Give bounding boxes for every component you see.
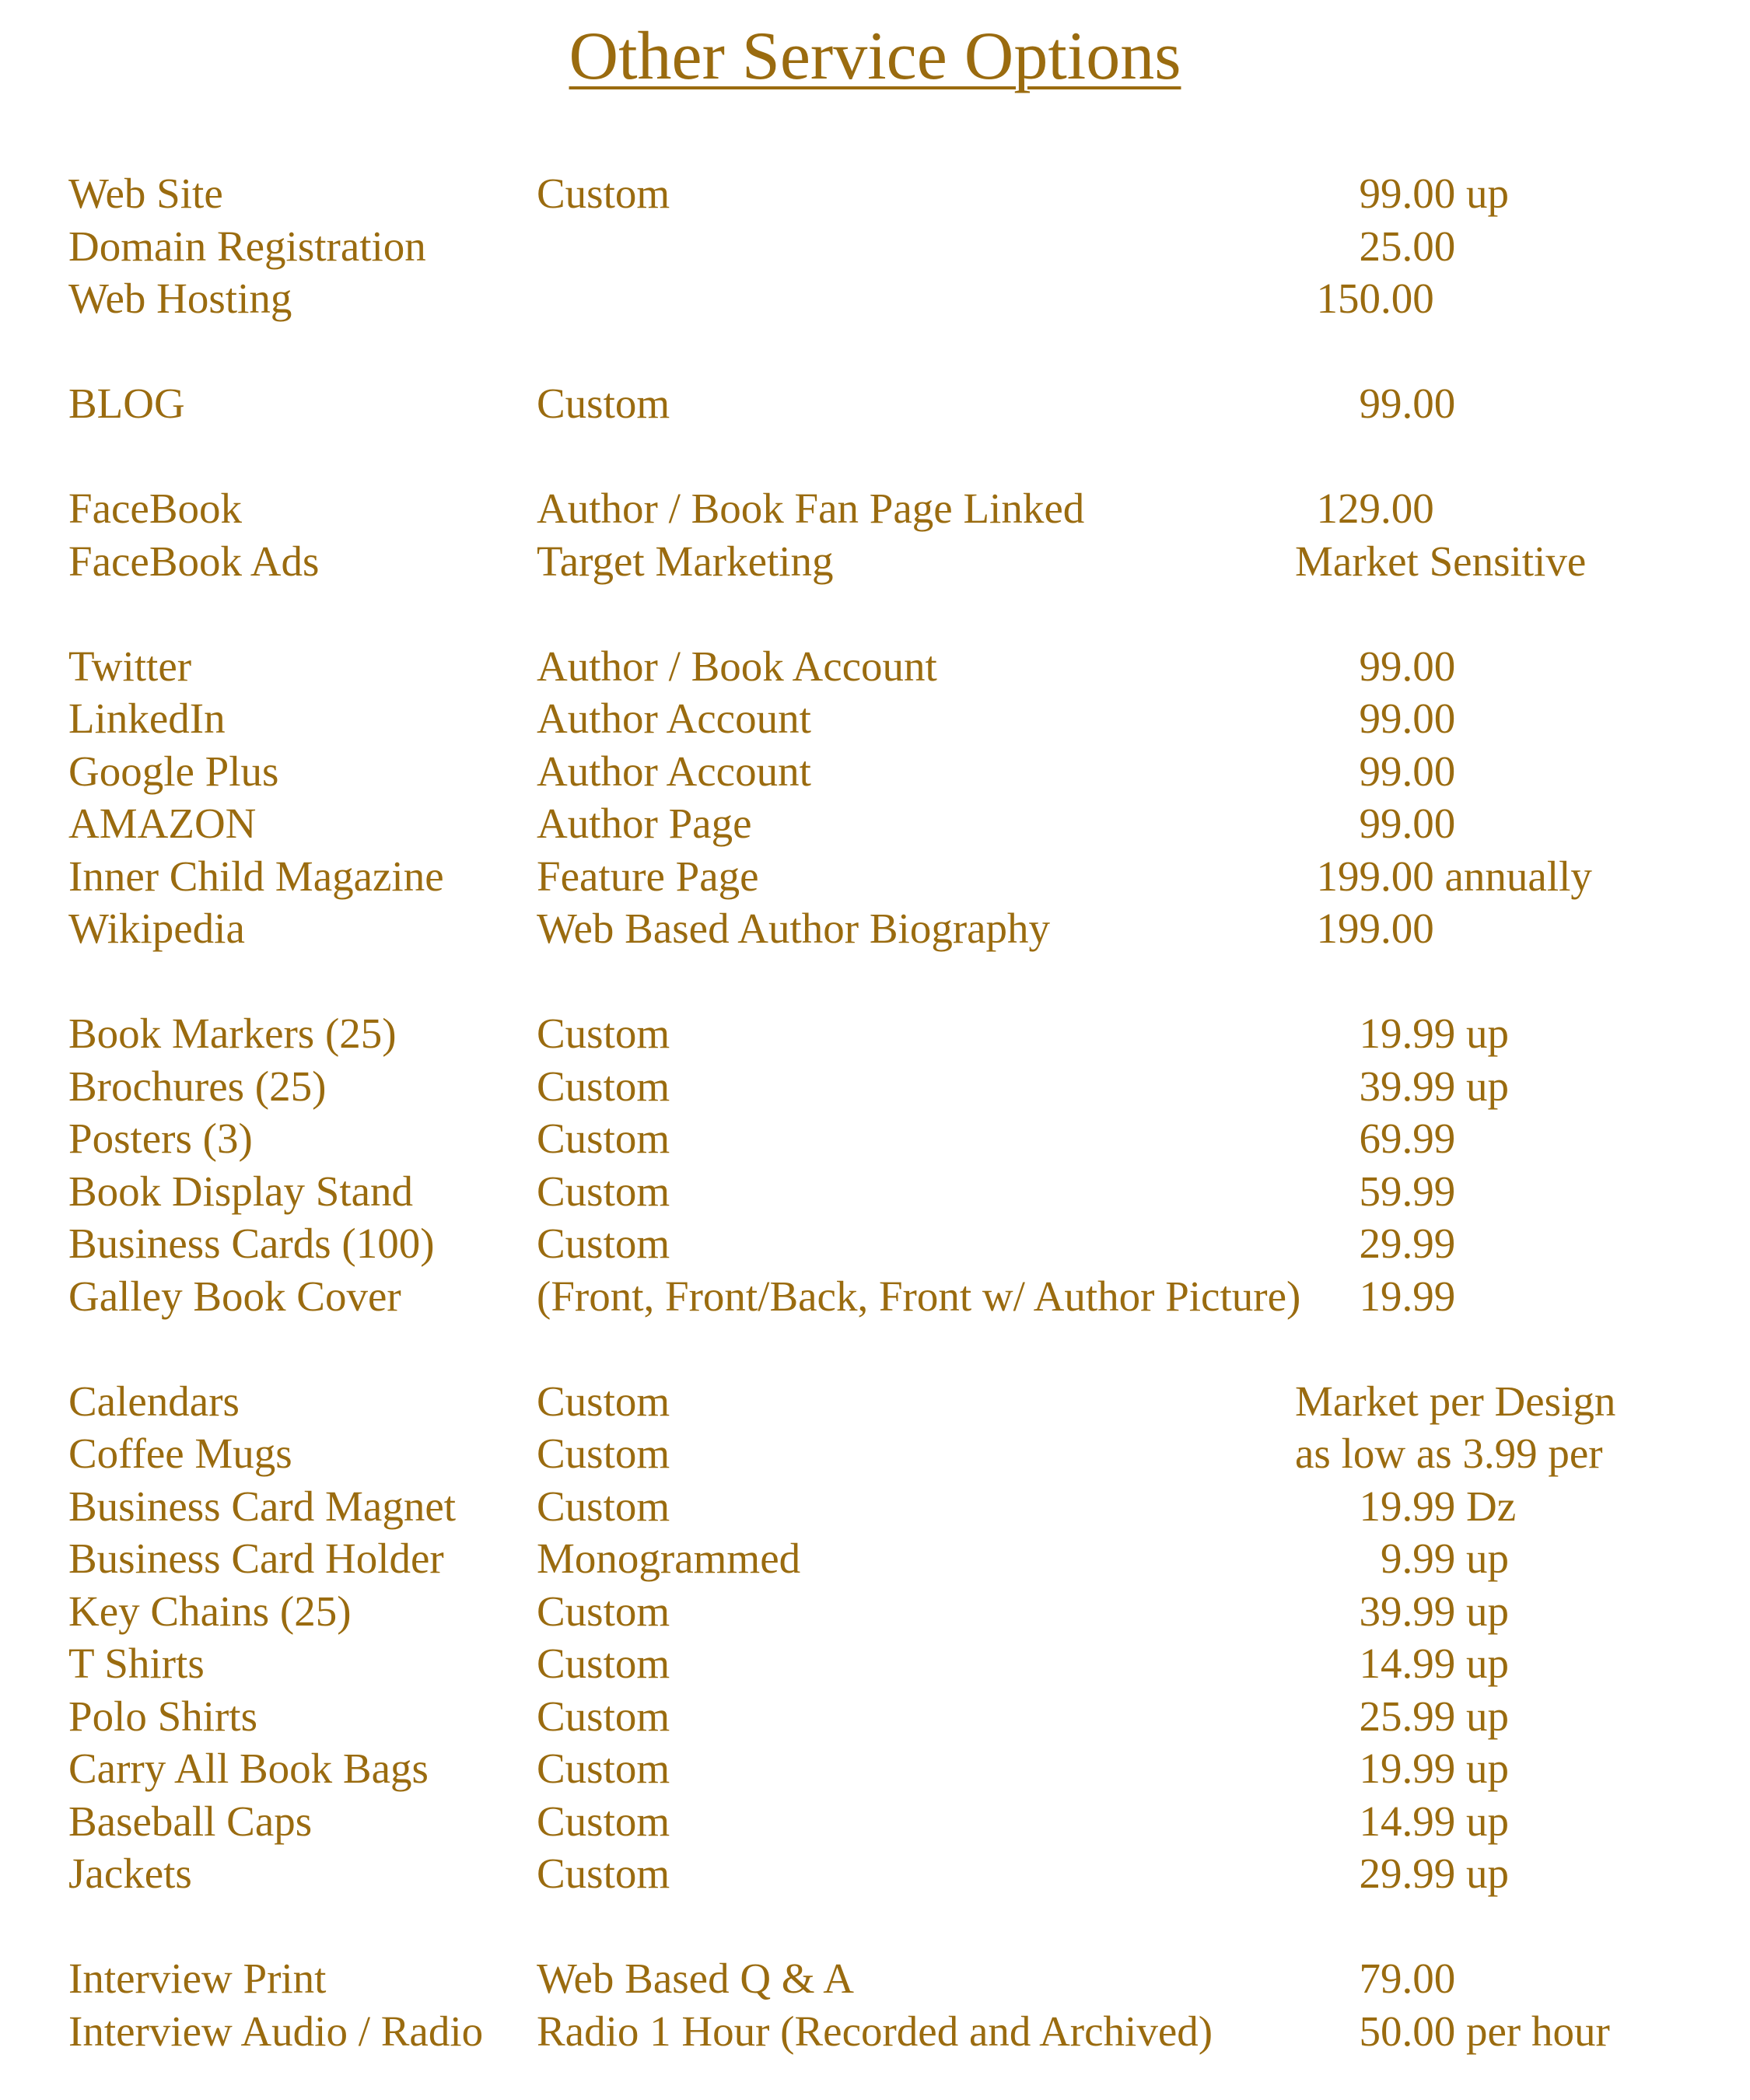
service-name: T Shirts — [68, 1640, 205, 1687]
service-row — [68, 220, 1733, 273]
service-price: 29.99 — [1359, 1220, 1456, 1267]
service-description: Radio 1 Hour (Recorded and Archived) — [537, 2007, 1213, 2055]
service-description: Custom — [537, 1797, 670, 1845]
service-price: 19.99 — [1359, 1272, 1456, 1320]
service-description: (Front, Front/Back, Front w/ Author Picture) — [537, 1272, 1301, 1320]
service-row — [68, 1427, 1733, 1480]
service-price: 19.99 up — [1359, 1010, 1509, 1057]
service-row — [68, 1007, 1733, 1060]
service-description: Custom — [537, 1115, 670, 1162]
service-price: 14.99 up — [1359, 1797, 1509, 1845]
service-price: 19.99 Dz — [1359, 1482, 1517, 1530]
service-row — [68, 167, 1733, 220]
service-row — [68, 1795, 1733, 1848]
service-name: Key Chains (25) — [68, 1587, 352, 1635]
service-description: Custom — [537, 1220, 670, 1267]
service-row — [68, 1375, 1733, 1428]
service-name: Interview Print — [68, 1955, 327, 2002]
service-description: Custom — [537, 1640, 670, 1687]
service-price: 99.00 — [1359, 800, 1456, 847]
service-row — [68, 850, 1733, 903]
service-row — [68, 797, 1733, 850]
service-price: 69.99 — [1359, 1115, 1456, 1162]
service-row — [68, 640, 1733, 693]
service-name: Jackets — [68, 1850, 192, 1897]
service-price: 9.99 up — [1381, 1535, 1509, 1582]
service-row — [68, 482, 1733, 535]
service-price: 39.99 up — [1359, 1587, 1509, 1635]
service-description: Custom — [537, 1482, 670, 1530]
service-price: 50.00 per hour — [1359, 2007, 1610, 2055]
service-price: 19.99 up — [1359, 1745, 1509, 1792]
service-row — [68, 1165, 1733, 1218]
service-row — [68, 1112, 1733, 1165]
service-row — [68, 1060, 1733, 1113]
service-name: Brochures (25) — [68, 1062, 327, 1110]
service-row — [68, 1532, 1733, 1585]
service-price: 99.00 up — [1359, 170, 1509, 217]
service-description: Monogrammed — [537, 1535, 801, 1582]
service-price: 99.00 — [1359, 642, 1456, 690]
service-description: Custom — [537, 170, 670, 217]
service-name: Carry All Book Bags — [68, 1745, 429, 1792]
service-row — [68, 1952, 1733, 2005]
service-row — [68, 535, 1733, 588]
service-name: Inner Child Magazine — [68, 852, 444, 900]
service-description: Web Based Q & A — [537, 1955, 855, 2002]
service-price: 29.99 up — [1359, 1850, 1509, 1897]
service-name: Baseball Caps — [68, 1797, 313, 1845]
service-description: Author / Book Fan Page Linked — [537, 485, 1085, 532]
service-price: 99.00 — [1359, 747, 1456, 795]
service-description: Custom — [537, 1167, 670, 1215]
service-description: Custom — [537, 1692, 670, 1740]
service-row — [68, 1217, 1733, 1270]
service-description: Custom — [537, 1745, 670, 1792]
service-description: Author Page — [537, 800, 752, 847]
service-name: Twitter — [68, 642, 192, 690]
service-price: 99.00 — [1359, 695, 1456, 742]
service-name: Galley Book Cover — [68, 1272, 401, 1320]
service-price: 129.00 — [1316, 485, 1434, 532]
service-description: Author Account — [537, 747, 811, 795]
service-name: Business Cards (100) — [68, 1220, 435, 1267]
service-name: Web Hosting — [68, 275, 292, 322]
service-row — [68, 692, 1733, 745]
service-description: Custom — [537, 1377, 670, 1425]
service-row — [68, 1690, 1733, 1743]
service-description: Feature Page — [537, 852, 759, 900]
service-price: Market Sensitive — [1295, 537, 1587, 585]
service-price: 199.00 annually — [1316, 852, 1592, 900]
service-name: Book Markers (25) — [68, 1010, 397, 1057]
service-name: Posters (3) — [68, 1115, 253, 1162]
service-description: Custom — [537, 1850, 670, 1897]
service-description: Custom — [537, 1010, 670, 1057]
service-price: 39.99 up — [1359, 1062, 1509, 1110]
service-price: 25.00 — [1359, 222, 1456, 270]
service-row — [68, 272, 1733, 325]
service-price: 25.99 up — [1359, 1692, 1509, 1740]
service-row — [68, 2005, 1733, 2058]
service-description: Custom — [537, 1430, 670, 1477]
service-row — [68, 1585, 1733, 1638]
service-row — [68, 1480, 1733, 1533]
service-description: Author / Book Account — [537, 642, 937, 690]
service-row — [68, 1847, 1733, 1900]
service-name: FaceBook Ads — [68, 537, 320, 585]
service-name: Polo Shirts — [68, 1692, 257, 1740]
service-row — [68, 377, 1733, 430]
service-price: 59.99 — [1359, 1167, 1456, 1215]
service-price: as low as 3.99 per — [1295, 1430, 1603, 1477]
service-row — [68, 1637, 1733, 1690]
service-name: AMAZON — [68, 800, 257, 847]
service-name: Domain Registration — [68, 222, 426, 270]
service-price: 14.99 up — [1359, 1640, 1509, 1687]
service-name: Web Site — [68, 170, 223, 217]
service-price: 99.00 — [1359, 380, 1456, 427]
service-row — [68, 1742, 1733, 1795]
service-row — [68, 902, 1733, 955]
service-name: Business Card Magnet — [68, 1482, 457, 1530]
page-title: Other Service Options — [569, 19, 1181, 94]
service-description: Web Based Author Biography — [537, 905, 1051, 952]
service-price: Market per Design — [1295, 1377, 1616, 1425]
service-name: FaceBook — [68, 485, 243, 532]
service-description: Custom — [537, 380, 670, 427]
service-name: Book Display Stand — [68, 1167, 414, 1215]
service-name: BLOG — [68, 380, 185, 427]
service-name: LinkedIn — [68, 695, 226, 742]
service-name: Interview Audio / Radio — [68, 2007, 484, 2055]
service-description: Author Account — [537, 695, 811, 742]
service-description: Custom — [537, 1587, 670, 1635]
service-price: 199.00 — [1316, 905, 1434, 952]
service-name: Business Card Holder — [68, 1535, 444, 1582]
service-name: Google Plus — [68, 747, 279, 795]
service-row — [68, 745, 1733, 798]
service-description: Custom — [537, 1062, 670, 1110]
service-list — [68, 167, 1733, 2057]
service-row — [68, 1270, 1733, 1323]
service-name: Wikipedia — [68, 905, 245, 952]
service-price: 150.00 — [1316, 275, 1434, 322]
service-description: Target Marketing — [537, 537, 834, 585]
service-price: 79.00 — [1359, 1955, 1456, 2002]
service-name: Coffee Mugs — [68, 1430, 292, 1477]
service-name: Calendars — [68, 1377, 240, 1425]
